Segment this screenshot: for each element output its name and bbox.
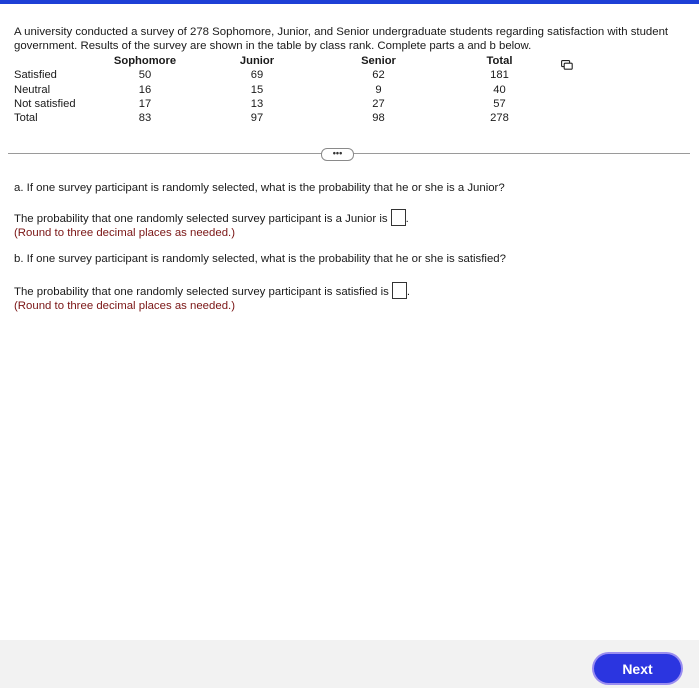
part-b-hint: (Round to three decimal places as needed.) [14, 300, 235, 312]
survey-table [14, 54, 562, 125]
table-cell: 13 [250, 98, 264, 111]
table-cell: 17 [138, 98, 152, 111]
part-a-answer-box[interactable] [391, 209, 406, 226]
table-header-junior: Junior [239, 55, 275, 68]
table-header-row [14, 54, 562, 68]
table-header-total: Total [486, 55, 513, 68]
table-header-senior: Senior [361, 55, 396, 68]
part-a-hint: (Round to three decimal places as needed.) [14, 227, 235, 239]
more-icon[interactable]: ••• [321, 148, 354, 161]
part-b-answer-line [14, 282, 410, 299]
table-row [14, 83, 562, 97]
table-cell: 69 [250, 69, 264, 82]
table-cell: 40 [493, 83, 506, 96]
table-cell: 50 [138, 69, 152, 82]
part-a-answer-line [14, 209, 409, 226]
part-b-question: b. If one survey participant is randomly selected, what is the probability that he or she is satisfied? [14, 253, 506, 265]
problem-intro: A university conducted a survey of 278 Sophomore, Junior, and Senior undergraduate students regarding satisfaction with student government. Results of the survey are shown in the table by class rank. Complete parts a and b below. [14, 26, 669, 52]
part-a-question: a. If one survey participant is randomly selected, what is the probability that he or she is a Junior? [14, 182, 505, 194]
row-label: Neutral [14, 83, 51, 96]
table-row [14, 97, 562, 111]
table-cell: 278 [490, 112, 509, 125]
part-b-answer-box[interactable] [392, 282, 407, 299]
next-button[interactable]: Next [594, 654, 681, 683]
part-a-period: . [405, 213, 409, 225]
copy-icon[interactable] [561, 57, 573, 67]
table-cell: 9 [375, 83, 382, 96]
table-row [14, 111, 562, 125]
table-cell: 181 [490, 69, 509, 82]
part-b-period: . [406, 286, 410, 298]
table-header-blank [14, 54, 96, 68]
table-cell: 83 [138, 112, 152, 125]
part-b-prompt: The probability that one randomly selected survey participant is satisfied is [14, 286, 389, 298]
row-label: Total [14, 112, 38, 125]
table-row [14, 68, 562, 82]
table-header-sophomore: Sophomore [113, 55, 177, 68]
table-cell: 27 [372, 98, 385, 111]
table-cell: 62 [372, 69, 385, 82]
table-cell: 16 [138, 83, 152, 96]
top-accent-bar [0, 0, 699, 4]
table-cell: 97 [250, 112, 264, 125]
table-cell: 57 [493, 98, 506, 111]
part-a-prompt: The probability that one randomly selected survey participant is a Junior is [14, 213, 388, 225]
table-cell: 98 [372, 112, 385, 125]
table-cell: 15 [250, 83, 264, 96]
row-label: Satisfied [14, 69, 57, 82]
row-label: Not satisfied [14, 98, 76, 111]
